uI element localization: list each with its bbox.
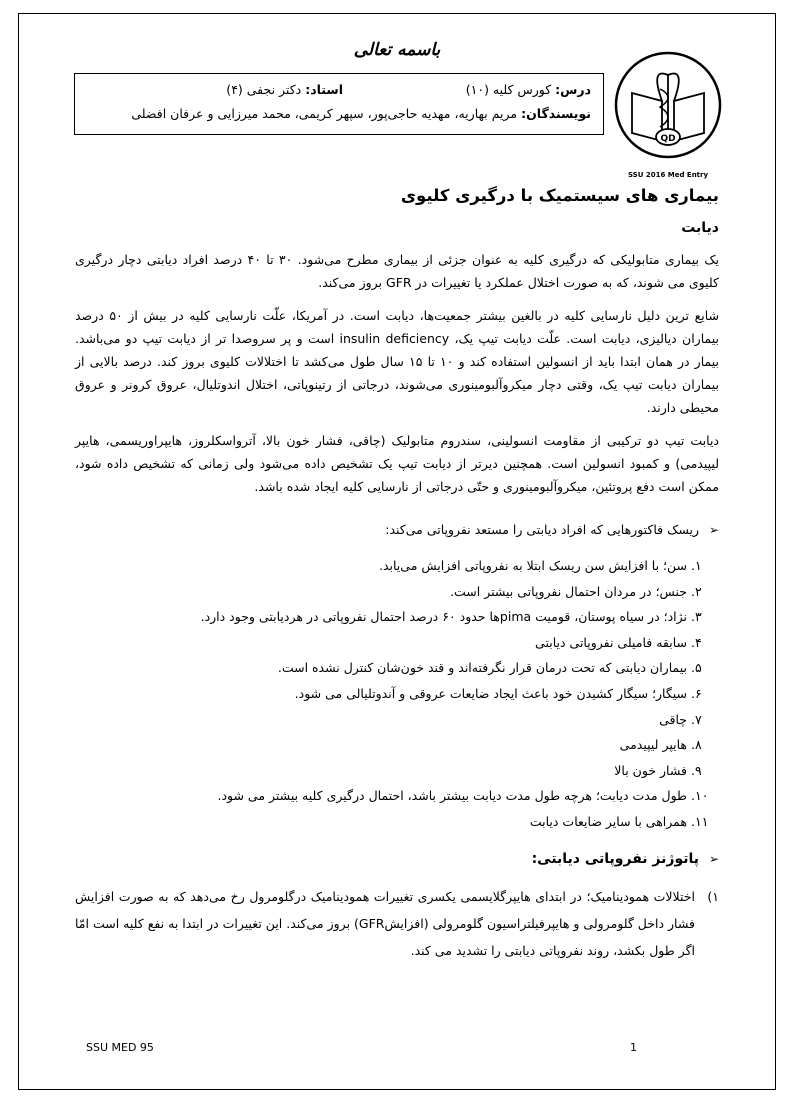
authors-label: نویسندگان: <box>521 106 591 121</box>
logo-caption: SSU 2016 Med Entry <box>627 171 709 179</box>
list-item: ۵.بیماران دیابتی که تحت درمان قرار نگرفته‌اند و قند خون‌شان کنترل نشده است. <box>277 660 702 676</box>
list-item: ۳.نژاد؛ در سیاه پوستان، قومیت pimaها حدود ۶۰ درصد احتمال نفروپاتی در هردیابتی وجود دارد. <box>200 609 702 625</box>
list-item: ۱۰.طول مدت دیابت؛ هرچه طول مدت دیابت بیشتر باشد، احتمال درگیری کلیه بیشتر می شود. <box>217 788 709 804</box>
list-item: ۲.جنس؛ در مردان احتمال نفروپاتی بیشتر است. <box>450 583 702 599</box>
arrow-bullet-icon: ➢ <box>708 523 719 537</box>
pathogenesis-heading <box>532 851 719 867</box>
patho-text: اختلالات همودینامیک؛ در ابتدای هایپرگلایسمی یکسری تغییرات همودینامیک درگلومرول رخ می‌دهد که به صورت افزایش فشار داخل گلومرولی و هایپرفیلتراسیون گلومرولی (افزایشGFR) بروز می‌کند. این تغییرات در ابتدا به نفع کلیه است امّا اگر طول بکشد، روند نفروپاتی دیابتی را تشدید می کند. <box>75 889 695 958</box>
teacher-label: استاد: <box>305 82 343 97</box>
list-item: ۷.چاقی <box>659 711 702 727</box>
logo-monogram: QD <box>660 134 676 144</box>
list-item: ۶.سیگار؛ سیگار کشیدن خود باعث ایجاد ضایعات عروقی و آندوتلیالی می شود. <box>294 685 702 701</box>
paragraph-type2: دیابت تیپ دو ترکیبی از مقاومت انسولینی، سندروم متابولیک (چاقی، فشار خون بالا، آترواسکلروز، هایپراوریسمی، هایپر لیپیدمی) و کمبود انسولین است. همچنین دیرتر از دیابت تیپ یک تشخیص داده می‌شود ولی زمانی که تشخیص داده شود، ممکن است دفع پروتئین، میکروآلبومینوری و حتّی درجاتی از نارسایی کلیه ایجاد شده باشد. <box>75 433 719 494</box>
patho-heading-text: پاتوژنز نفروپاتی دیابتی: <box>531 851 699 867</box>
paragraph-intro: یک بیماری متابولیکی که درگیری کلیه به عنوان جزئی از بیماری مطرح می‌شود. ۳۰ تا ۴۰ درصد افراد دیابتی دچار درگیری کلیوی می شوند، که به صورت اختلال عملکرد یا تغییرات در GFR بروز می‌کند. <box>75 252 719 290</box>
course-info-box <box>74 73 604 135</box>
footer-label: SSU MED 95 <box>86 1041 154 1054</box>
course-label: درس: <box>555 82 591 97</box>
paragraph-type1: شایع ترین دلیل نارسایی کلیه در بالغین بیشتر جمعیت‌ها، دیابت است. در آمریکا، علّت نارسایی کلیه در بیش از ۵۰ درصد بیماران دیالیزی، دیابت است. علّت دیابت تیپ یک، insulin deficiency است و پر سروصدا تر از دیابت تیپ دو می‌باشد. بیمار در همان ابتدا باید از انسولین استفاده کند و ۱۰ تا ۱۵ سال طول می‌کشد تا اختلالات کلیوی بروز کند. درصد بالایی از بیماران دیابت تیپ یک، وقتی دچار میکروآلبومینوری می‌شوند، درجاتی از رتینوپاتی، اختلال اندوتلیال، عروق کرونر و عروق محیطی دارند. <box>75 308 719 415</box>
list-item: ۹.فشار خون بالا <box>614 762 702 778</box>
page-number: 1 <box>630 1041 637 1054</box>
risk-factors-list <box>201 553 719 835</box>
risk-heading-text: ریسک فاکتورهایی که افراد دیابتی را مستعد نفروپاتی می‌کند: <box>385 522 699 537</box>
list-item: ۱.سن؛ با افزایش سن ریسک ابتلا به نفروپاتی افزایش می‌یابد. <box>378 558 702 573</box>
teacher-name: دکتر نجفی (۴) <box>226 82 302 97</box>
section-heading-diabetes: دیابت <box>681 220 719 236</box>
basmala: باسمه تعالی <box>353 40 441 60</box>
teacher-info <box>226 82 343 97</box>
risk-factors-heading <box>385 522 719 537</box>
list-item: ۴.سابقه فامیلی نفروپاتی دیابتی <box>535 634 702 650</box>
authors-names: مریم بهاریه، مهدیه حاجی‌پور، سپهر کریمی، محمد میرزایی و عرفان افضلی <box>131 106 518 121</box>
document-title: بیماری های سیستمیک با درگیری کلیوی <box>400 186 719 205</box>
pathogenesis-item <box>75 883 719 964</box>
logo-emblem <box>610 45 726 185</box>
patho-number: ۱) <box>707 889 719 904</box>
course-info <box>466 82 591 97</box>
course-name: کورس کلیه (۱۰) <box>465 82 552 97</box>
list-item: ۱۱.همراهی با سایر ضایعات دیابت <box>529 813 709 829</box>
list-item: ۸.هایپر لیپیدمی <box>619 737 702 753</box>
arrow-bullet-icon: ➢ <box>708 852 719 866</box>
